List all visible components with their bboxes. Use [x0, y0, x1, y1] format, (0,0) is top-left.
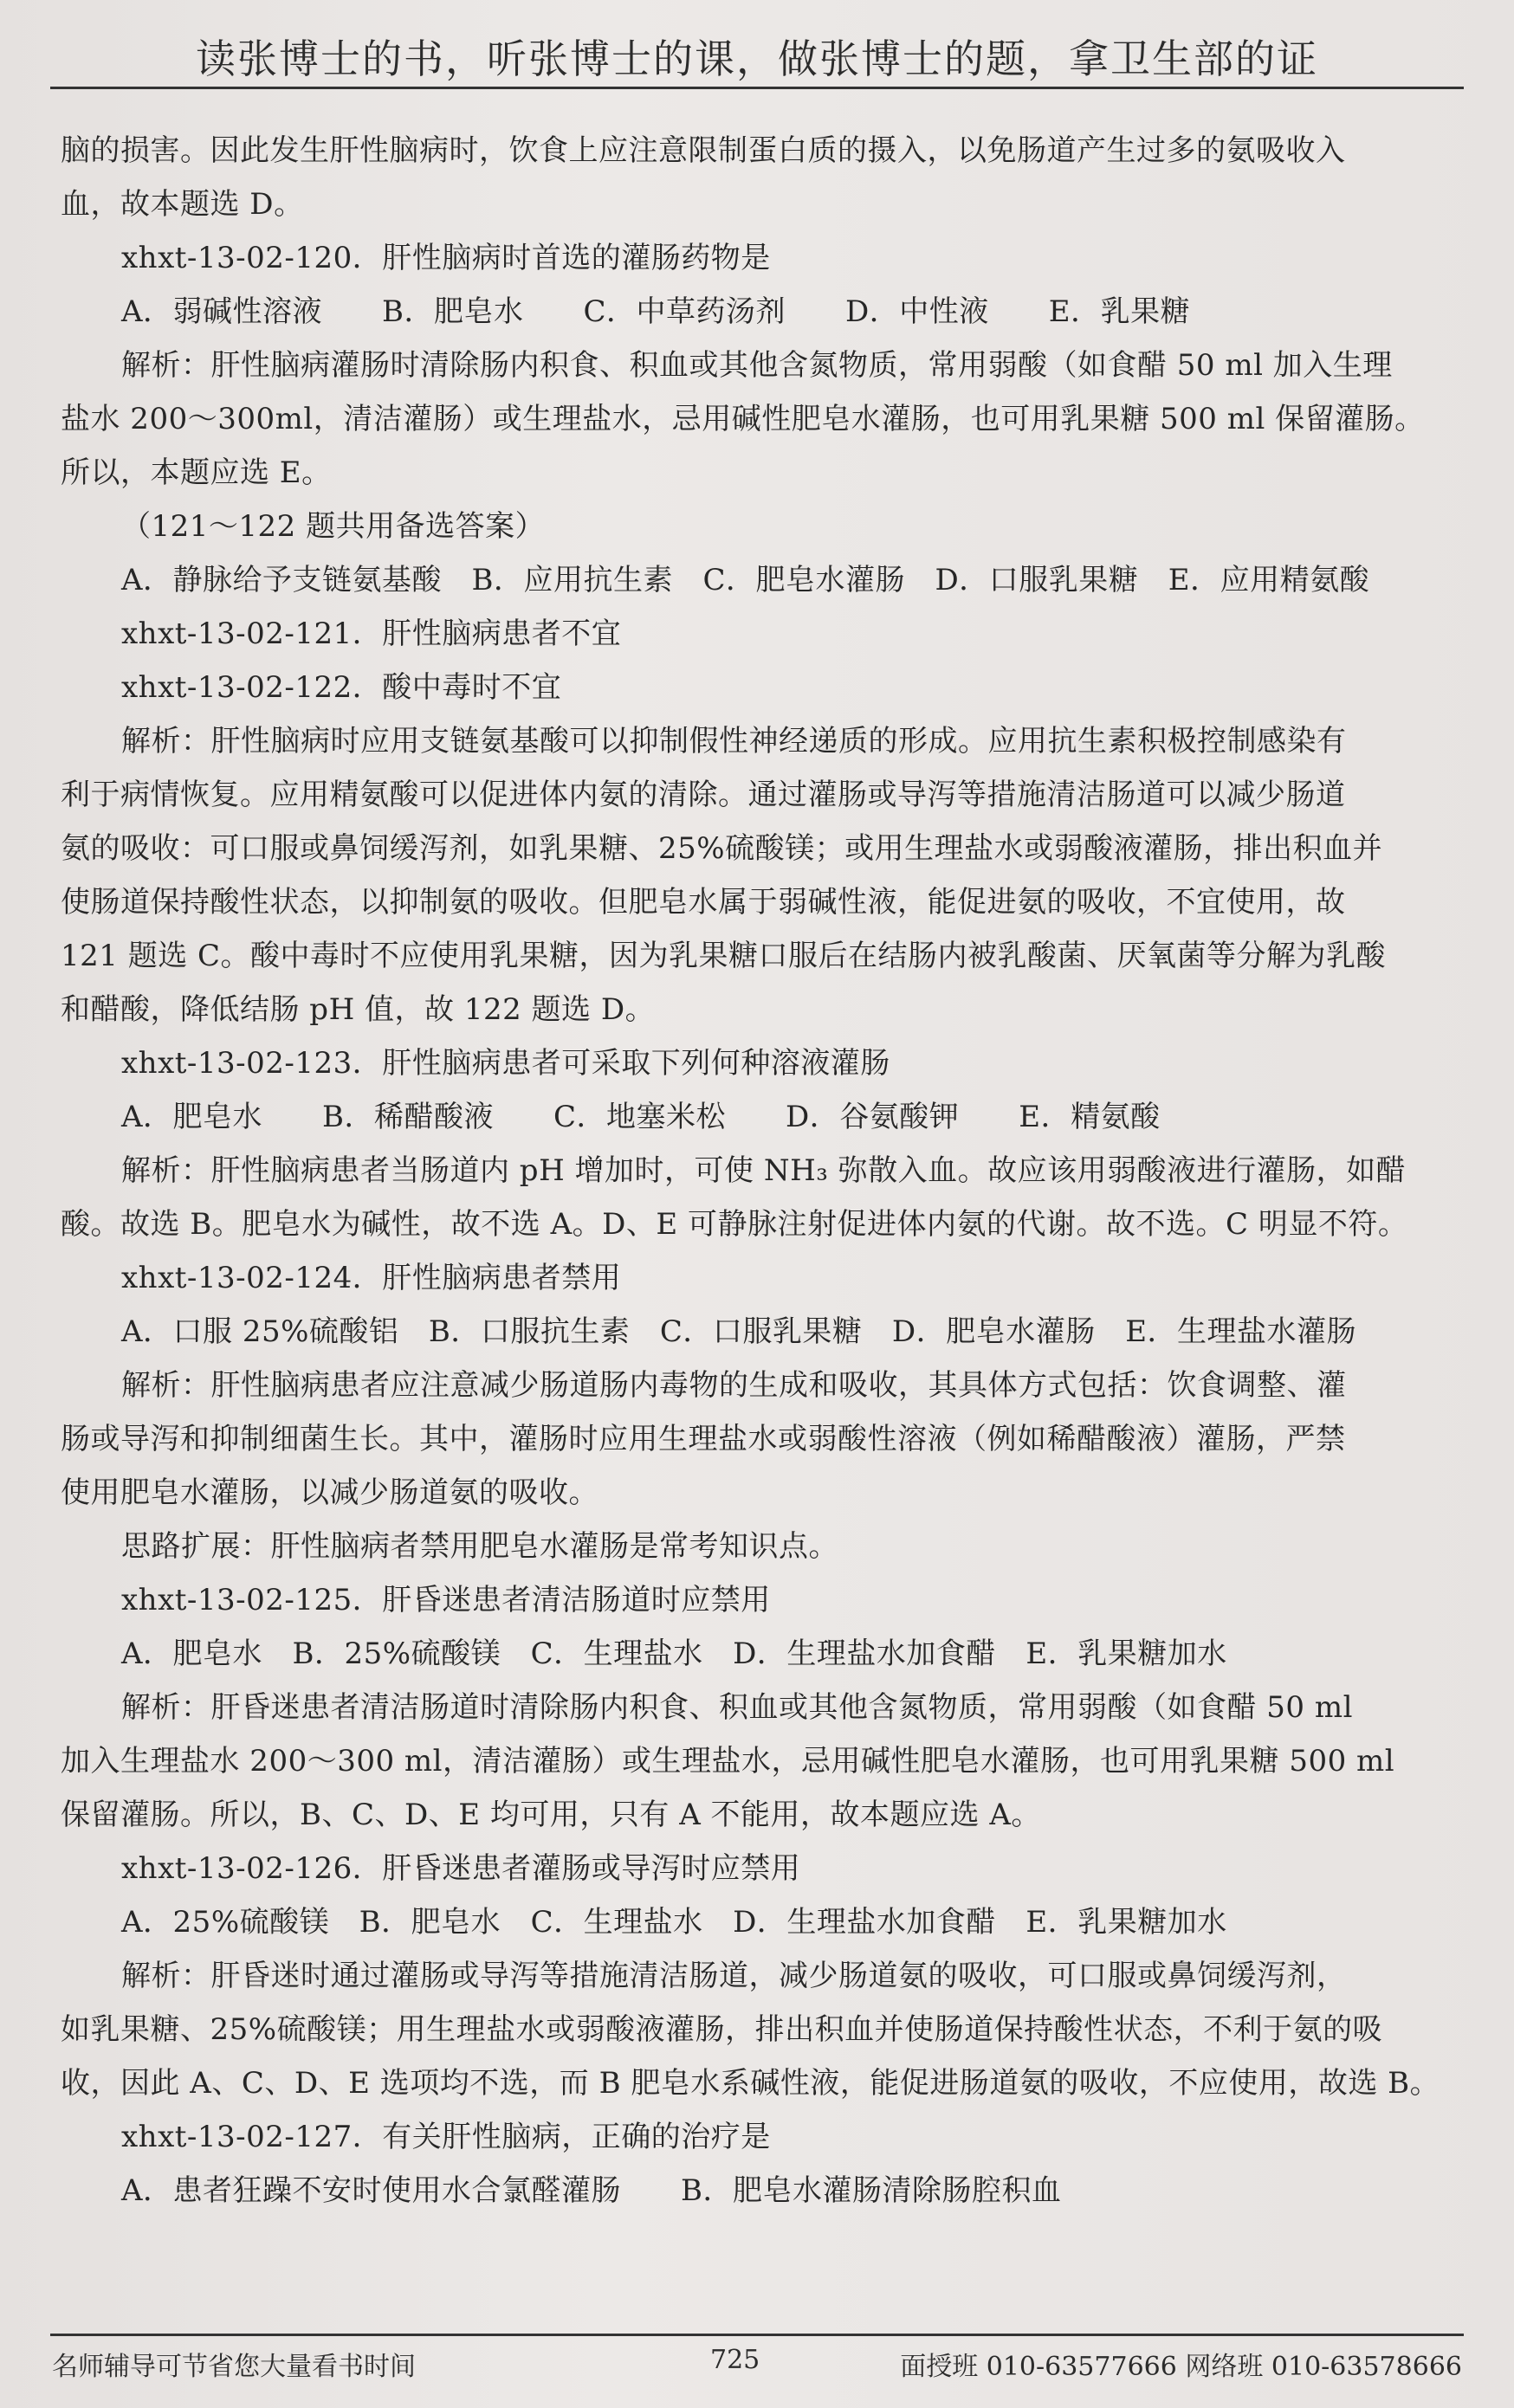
body-line: 使用肥皂水灌肠，以减少肠道氨的吸收。 — [61, 1475, 598, 1510]
options-line: A．静脉给予支链氨基酸 B．应用抗生素 C．肥皂水灌肠 D．口服乳果糖 E．应用精氨酸 — [121, 563, 1370, 597]
options-line: A．弱碱性溶液 B．肥皂水 C．中草药汤剂 D．中性液 E．乳果糖 — [121, 294, 1191, 329]
options-line: A．肥皂水 B．25%硫酸镁 C．生理盐水 D．生理盐水加食醋 E．乳果糖加水 — [121, 1637, 1227, 1671]
options-line: A．患者狂躁不安时使用水合氯醛灌肠 B．肥皂水灌肠清除肠腔积血 — [121, 2173, 1062, 2208]
analysis-line: 解析：肝性脑病灌肠时清除肠内积食、积血或其他含氮物质，常用弱酸（如食醋 50 ml 加入生理 — [121, 348, 1393, 383]
page-footer — [52, 2345, 1462, 2382]
body-line: 和醋酸，降低结肠 pH 值，故 122 题选 D。 — [61, 992, 656, 1027]
body-line: 保留灌肠。所以，B、C、D、E 均可用，只有 A 不能用，故本题应选 A。 — [61, 1798, 1041, 1832]
page-number: 725 — [710, 2345, 760, 2375]
footer-contact: 面授班 010-63577666 网络班 010-63578666 — [900, 2352, 1462, 2382]
options-line: A．口服 25%硫酸铝 B．口服抗生素 C．口服乳果糖 D．肥皂水灌肠 E．生理盐水灌肠 — [121, 1314, 1357, 1349]
body-line: 使肠道保持酸性状态，以抑制氨的吸收。但肥皂水属于弱碱性液，能促进氨的吸收，不宜使用，故 — [61, 885, 1346, 920]
question-line: xhxt-13-02-127．有关肝性脑病，正确的治疗是 — [121, 2120, 771, 2154]
analysis-line: 解析：肝性脑病患者应注意减少肠道肠内毒物的生成和吸收，其具体方式包括：饮食调整、灌 — [121, 1368, 1347, 1403]
question-line: xhxt-13-02-121．肝性脑病患者不宜 — [121, 617, 622, 651]
body-line: 脑的损害。因此发生肝性脑病时，饮食上应注意限制蛋白质的摄入，以免肠道产生过多的氨吸收入 — [61, 133, 1346, 168]
question-line: xhxt-13-02-125．肝昏迷患者清洁肠道时应禁用 — [121, 1583, 771, 1617]
analysis-line: 解析：肝性脑病时应用支链氨基酸可以抑制假性神经递质的形成。应用抗生素积极控制感染有 — [121, 724, 1347, 759]
shared-options-note: （121～122 题共用备选答案） — [121, 509, 546, 544]
body-line: 加入生理盐水 200～300 ml，清洁灌肠）或生理盐水，忌用碱性肥皂水灌肠，也可用乳果糖 500 ml — [61, 1744, 1395, 1779]
body-line: 肠或导泻和抑制细菌生长。其中，灌肠时应用生理盐水或弱酸性溶液（例如稀醋酸液）灌肠，严禁 — [61, 1422, 1346, 1456]
footer-divider — [50, 2334, 1464, 2336]
body-line: 酸。故选 B。肥皂水为碱性，故不选 A。D、E 可静脉注射促进体内氨的代谢。故不选。C 明显不符。 — [61, 1207, 1408, 1242]
header-divider — [50, 87, 1464, 89]
options-line: A．肥皂水 B．稀醋酸液 C．地塞米松 D．谷氨酸钾 E．精氨酸 — [121, 1100, 1161, 1134]
footer-slogan: 名师辅导可节省您大量看书时间 — [52, 2352, 416, 2382]
body-line: 所以，本题应选 E。 — [61, 455, 332, 490]
options-line: A．25%硫酸镁 B．肥皂水 C．生理盐水 D．生理盐水加食醋 E．乳果糖加水 — [121, 1905, 1227, 1940]
page-header: 读张博士的书，听张博士的课，做张博士的题，拿卫生部的证 — [196, 36, 1318, 82]
body-line: 盐水 200～300ml，清洁灌肠）或生理盐水，忌用碱性肥皂水灌肠，也可用乳果糖 500 ml 保留灌肠。 — [61, 402, 1425, 436]
body-line: 氨的吸收：可口服或鼻饲缓泻剂，如乳果糖、25%硫酸镁；或用生理盐水或弱酸液灌肠，排出积血并 — [61, 831, 1383, 866]
question-line: xhxt-13-02-122．酸中毒时不宜 — [121, 670, 562, 705]
body-line: 血，故本题选 D。 — [61, 187, 304, 222]
analysis-line: 解析：肝昏迷时通过灌肠或导泻等措施清洁肠道，减少肠道氨的吸收，可口服或鼻饲缓泻剂， — [121, 1959, 1347, 1993]
body-line: 121 题选 C。酸中毒时不应使用乳果糖，因为乳果糖口服后在结肠内被乳酸菌、厌氧菌等分解为乳酸 — [61, 939, 1387, 973]
body-line: 利于病情恢复。应用精氨酸可以促进体内氨的清除。通过灌肠或导泻等措施清洁肠道可以减少肠道 — [61, 778, 1346, 812]
question-line: xhxt-13-02-124．肝性脑病患者禁用 — [121, 1261, 622, 1295]
question-line: xhxt-13-02-123．肝性脑病患者可采取下列何种溶液灌肠 — [121, 1046, 890, 1081]
tip-line: 思路扩展：肝性脑病者禁用肥皂水灌肠是常考知识点。 — [121, 1529, 838, 1564]
body-line: 收，因此 A、C、D、E 选项均不选，而 B 肥皂水系碱性液，能促进肠道氨的吸收，不应使用，故选 B。 — [61, 2066, 1440, 2101]
question-line: xhxt-13-02-126．肝昏迷患者灌肠或导泻时应禁用 — [121, 1851, 801, 1886]
question-line: xhxt-13-02-120．肝性脑病时首选的灌肠药物是 — [121, 241, 771, 275]
analysis-line: 解析：肝性脑病患者当肠道内 pH 增加时，可使 NH₃ 弥散入血。故应该用弱酸液进行灌肠，如醋 — [121, 1153, 1407, 1188]
body-line: 如乳果糖、25%硫酸镁；用生理盐水或弱酸液灌肠，排出积血并使肠道保持酸性状态，不利于氨的吸 — [61, 2012, 1383, 2047]
analysis-line: 解析：肝昏迷患者清洁肠道时清除肠内积食、积血或其他含氮物质，常用弱酸（如食醋 50 ml — [121, 1690, 1353, 1725]
